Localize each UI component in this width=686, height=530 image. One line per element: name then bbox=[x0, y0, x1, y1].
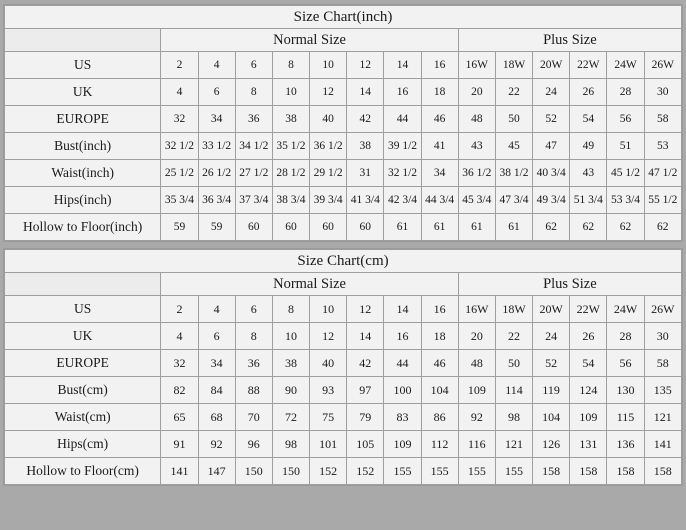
cell: 33 1/2 bbox=[198, 133, 235, 160]
cell: 26W bbox=[644, 296, 681, 323]
row-label: UK bbox=[5, 79, 161, 106]
cell: 22W bbox=[570, 52, 607, 79]
group-header-plus: Plus Size bbox=[458, 273, 681, 296]
cell: 41 bbox=[421, 133, 458, 160]
cell: 32 bbox=[161, 350, 198, 377]
cell: 58 bbox=[644, 106, 681, 133]
cell: 18W bbox=[495, 296, 532, 323]
cell: 49 bbox=[570, 133, 607, 160]
cell: 72 bbox=[272, 404, 309, 431]
cell: 6 bbox=[198, 323, 235, 350]
cell: 116 bbox=[458, 431, 495, 458]
cell: 60 bbox=[272, 214, 309, 241]
cell: 36 bbox=[235, 106, 272, 133]
row-label: Bust(cm) bbox=[5, 377, 161, 404]
cell: 30 bbox=[644, 79, 681, 106]
cell: 155 bbox=[458, 458, 495, 485]
cell: 14 bbox=[347, 79, 384, 106]
cell: 22 bbox=[495, 323, 532, 350]
cell: 53 3/4 bbox=[607, 187, 644, 214]
cell: 84 bbox=[198, 377, 235, 404]
table-row bbox=[5, 214, 682, 241]
cell: 28 bbox=[607, 323, 644, 350]
cell: 24 bbox=[533, 79, 570, 106]
cell: 29 1/2 bbox=[310, 160, 347, 187]
row-label: EUROPE bbox=[5, 350, 161, 377]
cell: 152 bbox=[310, 458, 347, 485]
cell: 48 bbox=[458, 106, 495, 133]
cell: 22 bbox=[495, 79, 532, 106]
cell: 16 bbox=[384, 323, 421, 350]
cell: 59 bbox=[198, 214, 235, 241]
cell: 60 bbox=[235, 214, 272, 241]
cell: 92 bbox=[198, 431, 235, 458]
cell: 34 bbox=[198, 106, 235, 133]
cell: 104 bbox=[533, 404, 570, 431]
cell: 56 bbox=[607, 350, 644, 377]
cell: 18 bbox=[421, 79, 458, 106]
cell: 61 bbox=[384, 214, 421, 241]
cell: 52 bbox=[533, 106, 570, 133]
row-label: US bbox=[5, 52, 161, 79]
cell: 25 1/2 bbox=[161, 160, 198, 187]
cell: 54 bbox=[570, 350, 607, 377]
cell: 93 bbox=[310, 377, 347, 404]
cell: 82 bbox=[161, 377, 198, 404]
table-row bbox=[5, 296, 682, 323]
cell: 115 bbox=[607, 404, 644, 431]
cell: 26 bbox=[570, 79, 607, 106]
cell: 14 bbox=[347, 323, 384, 350]
table-row bbox=[5, 377, 682, 404]
row-label: Hollow to Floor(cm) bbox=[5, 458, 161, 485]
chart-group-row bbox=[5, 29, 682, 52]
cell: 24W bbox=[607, 52, 644, 79]
cell: 83 bbox=[384, 404, 421, 431]
cell: 119 bbox=[533, 377, 570, 404]
group-header-normal: Normal Size bbox=[161, 273, 458, 296]
row-label: Waist(inch) bbox=[5, 160, 161, 187]
cell: 68 bbox=[198, 404, 235, 431]
cell: 32 1/2 bbox=[384, 160, 421, 187]
cell: 141 bbox=[161, 458, 198, 485]
cell: 36 1/2 bbox=[458, 160, 495, 187]
cell: 114 bbox=[495, 377, 532, 404]
row-label: Bust(inch) bbox=[5, 133, 161, 160]
page-title: Size Chart(cm) bbox=[5, 250, 682, 273]
cell: 16W bbox=[458, 296, 495, 323]
cell: 39 1/2 bbox=[384, 133, 421, 160]
row-label: Hollow to Floor(inch) bbox=[5, 214, 161, 241]
cell: 14 bbox=[384, 52, 421, 79]
cell: 88 bbox=[235, 377, 272, 404]
cell: 98 bbox=[272, 431, 309, 458]
cell: 6 bbox=[235, 52, 272, 79]
cell: 51 bbox=[607, 133, 644, 160]
cell: 34 1/2 bbox=[235, 133, 272, 160]
cell: 35 1/2 bbox=[272, 133, 309, 160]
table-row bbox=[5, 106, 682, 133]
cell: 8 bbox=[272, 296, 309, 323]
cell: 109 bbox=[384, 431, 421, 458]
table-row bbox=[5, 431, 682, 458]
cell: 6 bbox=[235, 296, 272, 323]
group-row-spacer bbox=[5, 273, 161, 296]
size-chart-cm-table bbox=[4, 249, 682, 485]
chart-group-row bbox=[5, 273, 682, 296]
cell: 155 bbox=[495, 458, 532, 485]
cell: 55 1/2 bbox=[644, 187, 681, 214]
cell: 152 bbox=[347, 458, 384, 485]
cell: 62 bbox=[644, 214, 681, 241]
cell: 12 bbox=[310, 323, 347, 350]
cell: 40 bbox=[310, 106, 347, 133]
cell: 141 bbox=[644, 431, 681, 458]
table-row bbox=[5, 133, 682, 160]
cell: 100 bbox=[384, 377, 421, 404]
cell: 18 bbox=[421, 323, 458, 350]
cell: 124 bbox=[570, 377, 607, 404]
cell: 105 bbox=[347, 431, 384, 458]
cell: 104 bbox=[421, 377, 458, 404]
size-chart-inch-table bbox=[4, 5, 682, 241]
cell: 32 1/2 bbox=[161, 133, 198, 160]
table-row bbox=[5, 404, 682, 431]
cell: 58 bbox=[644, 350, 681, 377]
cell: 8 bbox=[235, 79, 272, 106]
cell: 61 bbox=[421, 214, 458, 241]
cell: 136 bbox=[607, 431, 644, 458]
cell: 14 bbox=[384, 296, 421, 323]
group-header-plus: Plus Size bbox=[458, 29, 681, 52]
cell: 158 bbox=[533, 458, 570, 485]
cell: 10 bbox=[272, 79, 309, 106]
cell: 28 bbox=[607, 79, 644, 106]
cell: 121 bbox=[644, 404, 681, 431]
cell: 147 bbox=[198, 458, 235, 485]
row-label: EUROPE bbox=[5, 106, 161, 133]
cell: 54 bbox=[570, 106, 607, 133]
cell: 38 bbox=[272, 106, 309, 133]
cell: 61 bbox=[458, 214, 495, 241]
cell: 49 3/4 bbox=[533, 187, 570, 214]
cell: 16W bbox=[458, 52, 495, 79]
cell: 4 bbox=[198, 296, 235, 323]
table-row bbox=[5, 458, 682, 485]
cell: 6 bbox=[198, 79, 235, 106]
cell: 27 1/2 bbox=[235, 160, 272, 187]
cell: 26 1/2 bbox=[198, 160, 235, 187]
cell: 16 bbox=[421, 52, 458, 79]
page-title: Size Chart(inch) bbox=[5, 6, 682, 29]
cell: 34 bbox=[198, 350, 235, 377]
cell: 112 bbox=[421, 431, 458, 458]
table-row bbox=[5, 350, 682, 377]
row-label: Waist(cm) bbox=[5, 404, 161, 431]
cell: 131 bbox=[570, 431, 607, 458]
table-row bbox=[5, 160, 682, 187]
chart-title-row bbox=[5, 250, 682, 273]
cell: 38 3/4 bbox=[272, 187, 309, 214]
cell: 4 bbox=[161, 79, 198, 106]
cell: 22W bbox=[570, 296, 607, 323]
cell: 31 bbox=[347, 160, 384, 187]
cell: 45 3/4 bbox=[458, 187, 495, 214]
table-row bbox=[5, 187, 682, 214]
cell: 65 bbox=[161, 404, 198, 431]
cell: 47 3/4 bbox=[495, 187, 532, 214]
cell: 10 bbox=[272, 323, 309, 350]
cell: 8 bbox=[235, 323, 272, 350]
cell: 36 bbox=[235, 350, 272, 377]
cell: 45 bbox=[495, 133, 532, 160]
cell: 46 bbox=[421, 106, 458, 133]
cell: 2 bbox=[161, 52, 198, 79]
cell: 91 bbox=[161, 431, 198, 458]
cell: 36 3/4 bbox=[198, 187, 235, 214]
cell: 12 bbox=[347, 52, 384, 79]
cell: 26 bbox=[570, 323, 607, 350]
cell: 30 bbox=[644, 323, 681, 350]
cell: 62 bbox=[607, 214, 644, 241]
cell: 150 bbox=[235, 458, 272, 485]
cell: 4 bbox=[161, 323, 198, 350]
cell: 126 bbox=[533, 431, 570, 458]
cell: 43 bbox=[570, 160, 607, 187]
cell: 50 bbox=[495, 106, 532, 133]
cell: 61 bbox=[495, 214, 532, 241]
cell: 38 bbox=[272, 350, 309, 377]
cell: 42 bbox=[347, 350, 384, 377]
cell: 70 bbox=[235, 404, 272, 431]
cell: 35 3/4 bbox=[161, 187, 198, 214]
cell: 155 bbox=[421, 458, 458, 485]
cell: 24 bbox=[533, 323, 570, 350]
cell: 79 bbox=[347, 404, 384, 431]
cell: 101 bbox=[310, 431, 347, 458]
cell: 18W bbox=[495, 52, 532, 79]
cell: 155 bbox=[384, 458, 421, 485]
cell: 45 1/2 bbox=[607, 160, 644, 187]
cell: 130 bbox=[607, 377, 644, 404]
cell: 34 bbox=[421, 160, 458, 187]
cell: 44 bbox=[384, 350, 421, 377]
cell: 10 bbox=[310, 52, 347, 79]
chart-title-row bbox=[5, 6, 682, 29]
cell: 109 bbox=[570, 404, 607, 431]
cell: 20 bbox=[458, 323, 495, 350]
cell: 135 bbox=[644, 377, 681, 404]
cell: 158 bbox=[644, 458, 681, 485]
row-label: Hips(inch) bbox=[5, 187, 161, 214]
cell: 48 bbox=[458, 350, 495, 377]
cell: 20W bbox=[533, 52, 570, 79]
cell: 2 bbox=[161, 296, 198, 323]
cell: 39 3/4 bbox=[310, 187, 347, 214]
cell: 41 3/4 bbox=[347, 187, 384, 214]
cell: 10 bbox=[310, 296, 347, 323]
cell: 62 bbox=[570, 214, 607, 241]
group-row-spacer bbox=[5, 29, 161, 52]
cell: 56 bbox=[607, 106, 644, 133]
cell: 38 bbox=[347, 133, 384, 160]
row-label: Hips(cm) bbox=[5, 431, 161, 458]
cell: 75 bbox=[310, 404, 347, 431]
group-header-normal: Normal Size bbox=[161, 29, 458, 52]
cell: 40 3/4 bbox=[533, 160, 570, 187]
cell: 42 bbox=[347, 106, 384, 133]
cell: 43 bbox=[458, 133, 495, 160]
cell: 90 bbox=[272, 377, 309, 404]
cell: 47 bbox=[533, 133, 570, 160]
cell: 12 bbox=[310, 79, 347, 106]
cell: 60 bbox=[347, 214, 384, 241]
cell: 60 bbox=[310, 214, 347, 241]
cell: 51 3/4 bbox=[570, 187, 607, 214]
cell: 20W bbox=[533, 296, 570, 323]
cell: 12 bbox=[347, 296, 384, 323]
cell: 53 bbox=[644, 133, 681, 160]
table-row bbox=[5, 79, 682, 106]
cell: 92 bbox=[458, 404, 495, 431]
cell: 38 1/2 bbox=[495, 160, 532, 187]
cell: 28 1/2 bbox=[272, 160, 309, 187]
cell: 97 bbox=[347, 377, 384, 404]
cell: 109 bbox=[458, 377, 495, 404]
cell: 20 bbox=[458, 79, 495, 106]
cell: 16 bbox=[421, 296, 458, 323]
cell: 50 bbox=[495, 350, 532, 377]
cell: 36 1/2 bbox=[310, 133, 347, 160]
row-label: UK bbox=[5, 323, 161, 350]
cell: 62 bbox=[533, 214, 570, 241]
cell: 24W bbox=[607, 296, 644, 323]
cell: 44 3/4 bbox=[421, 187, 458, 214]
cell: 46 bbox=[421, 350, 458, 377]
cell: 26W bbox=[644, 52, 681, 79]
cell: 32 bbox=[161, 106, 198, 133]
cell: 98 bbox=[495, 404, 532, 431]
cell: 59 bbox=[161, 214, 198, 241]
table-row bbox=[5, 52, 682, 79]
cell: 121 bbox=[495, 431, 532, 458]
cell: 150 bbox=[272, 458, 309, 485]
cell: 16 bbox=[384, 79, 421, 106]
table-row bbox=[5, 323, 682, 350]
cell: 47 1/2 bbox=[644, 160, 681, 187]
row-label: US bbox=[5, 296, 161, 323]
cell: 37 3/4 bbox=[235, 187, 272, 214]
cell: 86 bbox=[421, 404, 458, 431]
cell: 158 bbox=[607, 458, 644, 485]
cell: 42 3/4 bbox=[384, 187, 421, 214]
cell: 96 bbox=[235, 431, 272, 458]
size-chart-cm bbox=[3, 248, 683, 486]
cell: 40 bbox=[310, 350, 347, 377]
cell: 158 bbox=[570, 458, 607, 485]
cell: 44 bbox=[384, 106, 421, 133]
cell: 52 bbox=[533, 350, 570, 377]
cell: 4 bbox=[198, 52, 235, 79]
size-chart-inch bbox=[3, 4, 683, 242]
cell: 8 bbox=[272, 52, 309, 79]
